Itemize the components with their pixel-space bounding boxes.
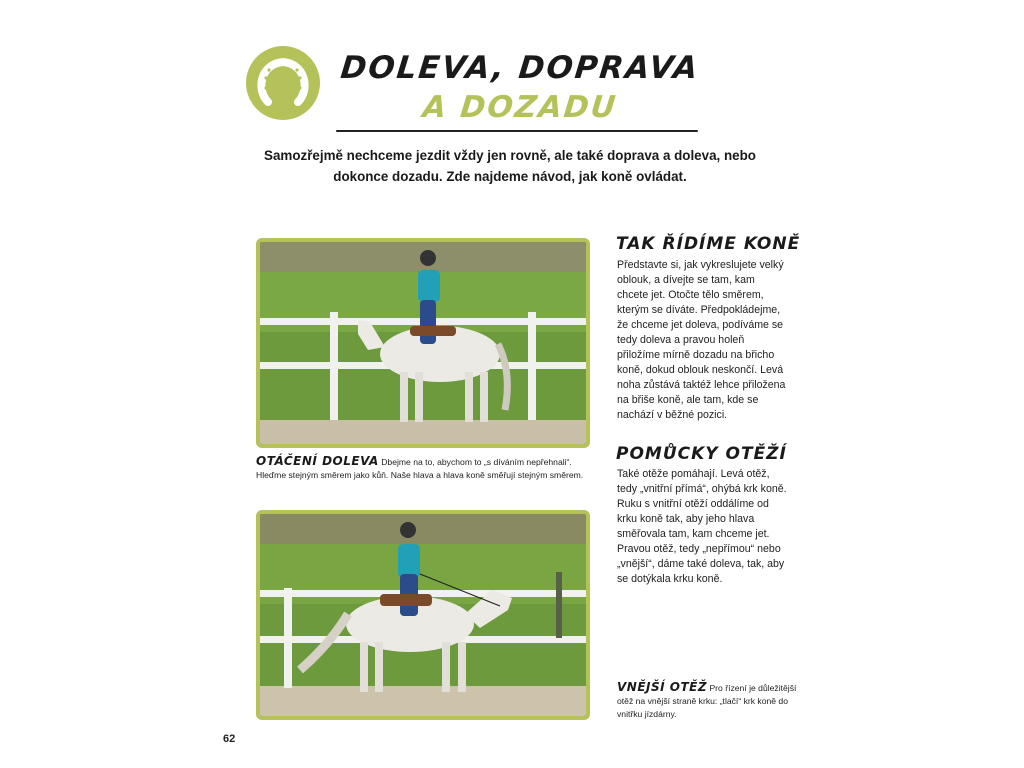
section-heading-steering: TAK ŘÍDÍME KONĚ (616, 234, 801, 254)
title-underline (336, 130, 698, 132)
caption-text: Dbejme na to, abychom to „s díváním nepřehnali“. Hleďme stejným směrem jako kůň. Naše hlava a hlava koně směřují stejným směrem. (256, 457, 584, 480)
section-text-reins: Také otěže pomáhají. Levá otěž, tedy „vnitřní přímá“, ohýbá krk koně. Ruku s vnitřní otěží oddálíme od krku koně tak, aby jeho hlava směřovala tam, kam chceme jet. Pravou otěž, tedy „nepřímou“ nebo „vnější“, dáme také doleva, tak, aby se dotýkala krku koně. (617, 468, 787, 585)
photo-outside-rein (256, 510, 590, 720)
intro-paragraph: Samozřejmě nechceme jezdit vždy jen rovně, ale také doprava a doleva, nebo dokonce dozadu. Zde najdeme návod, jak koně ovládat. (264, 148, 756, 184)
photo-bottom-caption (617, 681, 797, 721)
section-heading-reins: POMŮCKY OTĚŽÍ (616, 444, 787, 464)
page-title: DOLEVA, DOPRAVA (338, 50, 702, 86)
photo-top-caption (256, 455, 586, 482)
horseshoe-logo (246, 46, 320, 120)
photo-turning-left (256, 238, 590, 448)
caption-text: Pro řízení je důležitější otěž na vnější straně krku: „tlačí“ krk koně do vnitřku jízdárny. (617, 683, 797, 719)
page-number: 62 (223, 733, 236, 745)
horseshoe-icon (246, 46, 320, 120)
section-text-steering: Představte si, jak vykreslujete velký oblouk, a dívejte se tam, kam chcete jet. Otočte tělo směrem, kterým se díváte. Předpokládejme, že chceme jet doleva, podíváme se tedy doleva a pravou holeň přiložíme mírně dozadu na břicho koně, dokud oblouk neskončí. Levá noha zůstává taktéž lehce přiložena na břiše koně, ale tam, kde se nachází v běžné pozici. (617, 259, 786, 421)
caption-heading: VNĚJŠÍ OTĚŽ (617, 680, 708, 694)
caption-heading: OTÁČENÍ DOLEVA (256, 454, 379, 468)
page-subtitle: A DOZADU (421, 90, 619, 125)
